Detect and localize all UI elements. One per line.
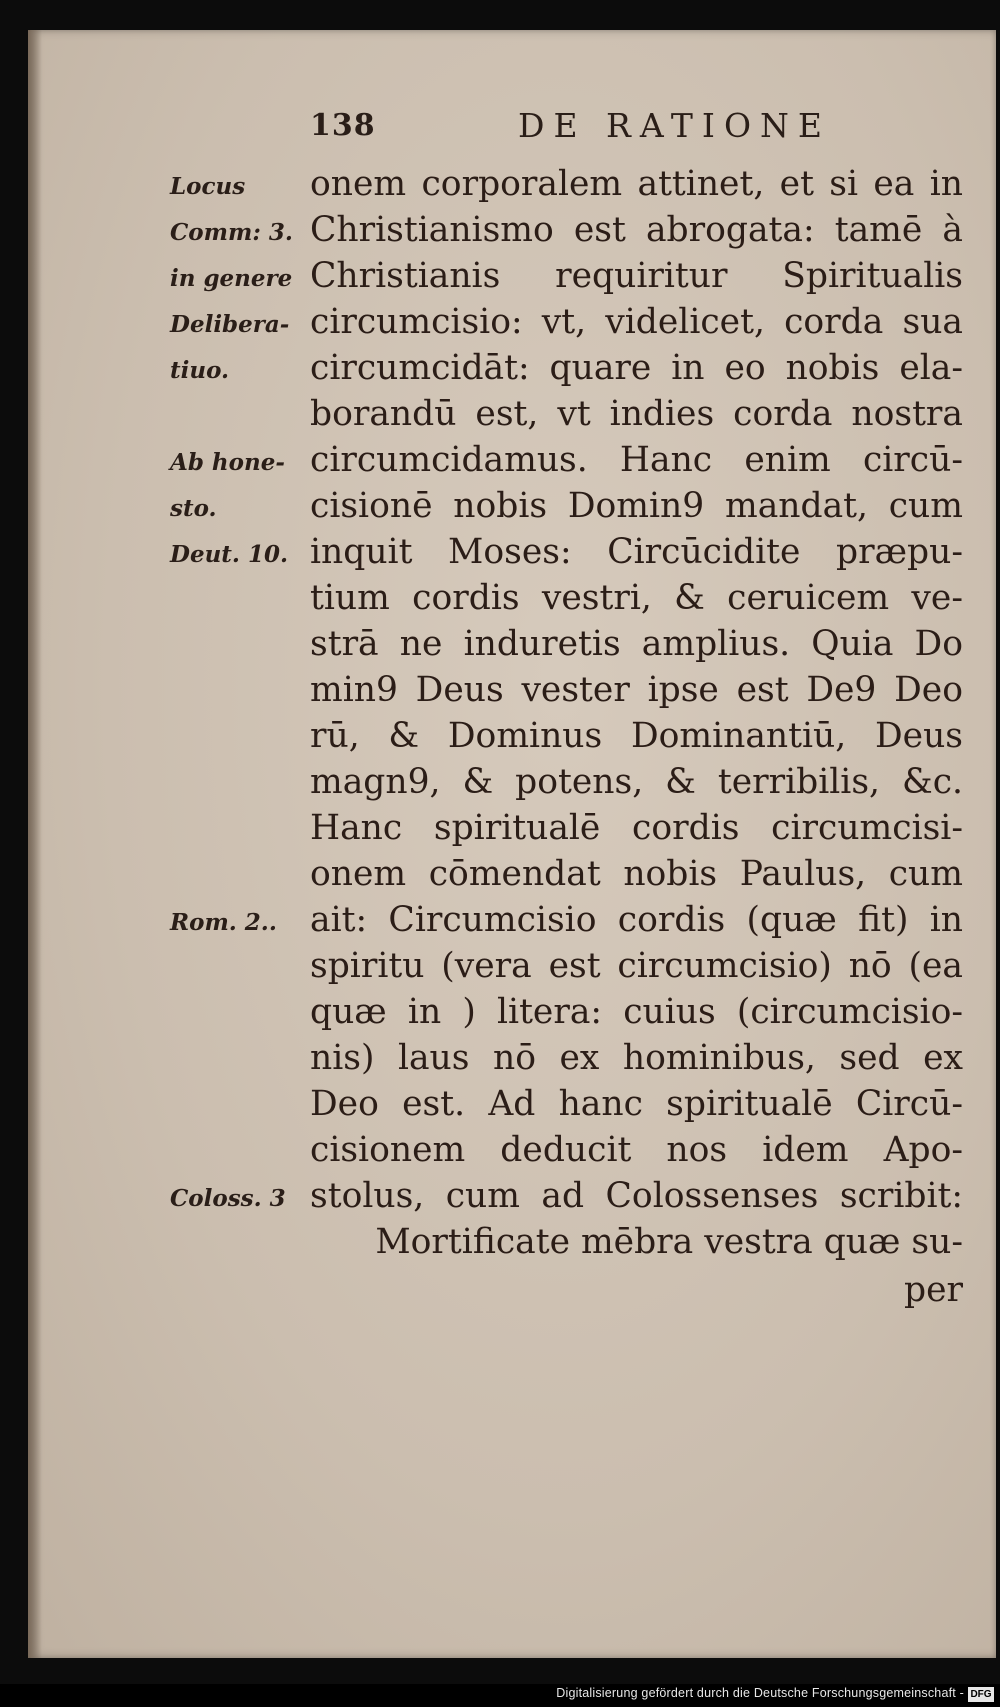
dfg-logo-icon: DFG bbox=[968, 1687, 994, 1702]
page-number: 138 bbox=[310, 108, 376, 143]
text-line: Christianis requiritur Spiritualis bbox=[310, 256, 963, 296]
text-line: min9 Deus vester ipse est De9 Deo bbox=[310, 670, 963, 710]
margin-note: tiuo. bbox=[170, 357, 230, 384]
text-line: tium cordis vestri, & ceruicem ve- bbox=[310, 578, 963, 618]
text-line: onem corporalem attinet, et si ea in bbox=[310, 164, 963, 204]
digitization-credit: Digitalisierung gefördert durch die Deutsche Forschungsgemeinschaft - bbox=[556, 1686, 964, 1700]
text-line: cisionem deducit nos idem Apo- bbox=[310, 1130, 963, 1170]
text-line: borandū est, vt indies corda nostra bbox=[310, 394, 963, 434]
text-line: quæ in ) litera: cuius (circumcisio- bbox=[310, 992, 963, 1032]
text-line: circumcidāt: quare in eo nobis ela- bbox=[310, 348, 963, 388]
text-line: Deo est. Ad hanc spiritualē Circū- bbox=[310, 1084, 963, 1124]
text-line: onem cōmendat nobis Paulus, cum bbox=[310, 854, 963, 894]
page-gutter-shadow bbox=[28, 30, 42, 1658]
text-line: rū, & Dominus Dominantiū, Deus bbox=[310, 716, 963, 756]
text-line: nis) laus nō ex hominibus, sed ex bbox=[310, 1038, 963, 1078]
catchword: per bbox=[904, 1270, 963, 1310]
running-head bbox=[310, 108, 850, 158]
text-line: cisionē nobis Domin9 mandat, cum bbox=[310, 486, 963, 526]
text-line: inquit Moses: Circūcidite præpu- bbox=[310, 532, 963, 572]
margin-note: Comm: 3. bbox=[170, 219, 293, 246]
text-line: ait: Circumcisio cordis (quæ fit) in bbox=[310, 900, 963, 940]
margin-note: Rom. 2.. bbox=[170, 909, 277, 936]
margin-note: Coloss. 3 bbox=[170, 1185, 286, 1212]
text-line: spiritu (vera est circumcisio) nō (ea bbox=[310, 946, 963, 986]
text-line: circumcidamus. Hanc enim circū- bbox=[310, 440, 963, 480]
text-line: stolus, cum ad Colossenses scribit: bbox=[310, 1176, 963, 1216]
text-line: circumcisio: vt, videlicet, corda sua bbox=[310, 302, 963, 342]
margin-note: Locus bbox=[170, 173, 246, 200]
text-line: Christianismo est abrogata: tamē à bbox=[310, 210, 963, 250]
text-line: strā ne induretis amplius. Quia Do bbox=[310, 624, 963, 664]
margin-note: in genere bbox=[170, 265, 293, 292]
text-line: Mortificate mēbra vestra quæ su- bbox=[375, 1222, 963, 1262]
text-line: magn9, & potens, & terribilis, &c. bbox=[310, 762, 963, 802]
text-line: Hanc spiritualē cordis circumcisi- bbox=[310, 808, 963, 848]
margin-note: Deut. 10. bbox=[170, 541, 288, 568]
margin-note: Ab hone- bbox=[170, 449, 285, 476]
margin-note: sto. bbox=[170, 495, 217, 522]
running-head-title: DE RATIONE bbox=[518, 106, 831, 145]
margin-note: Delibera- bbox=[170, 311, 290, 338]
